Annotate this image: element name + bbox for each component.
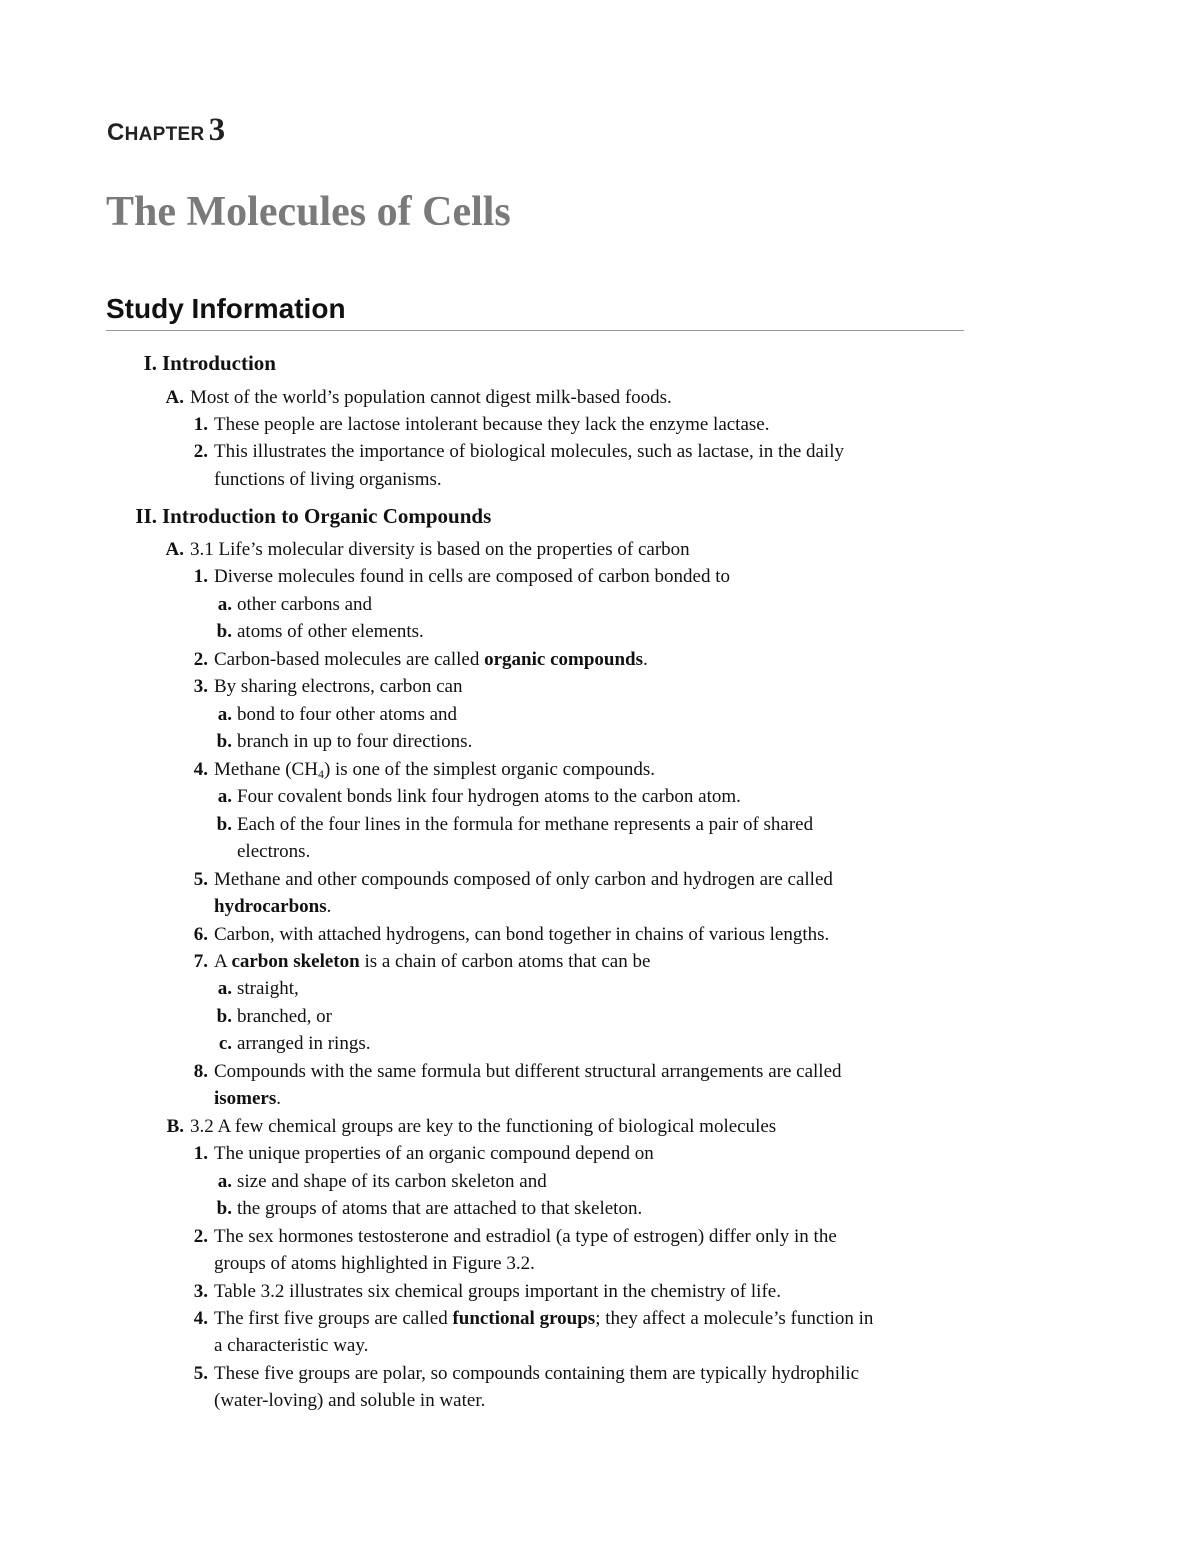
outline-label: a. [217, 594, 232, 615]
outline-text: ) is one of the simplest organic compounds. [323, 759, 655, 780]
outline-text: 3.2 A few chemical groups are key to the functioning of biological molecules [190, 1116, 777, 1137]
outline-label: 5. [193, 1363, 208, 1384]
outline-label: c. [218, 1033, 232, 1054]
outline-text: branch in up to four directions. [237, 731, 473, 752]
outline-text: Diverse molecules found in cells are composed of carbon bonded to [214, 566, 731, 587]
outline-label: 4. [193, 1308, 208, 1329]
outline-label: 7. [193, 951, 208, 972]
outline-text: Four covalent bonds link four hydrogen atoms to the carbon atom. [237, 786, 741, 807]
outline-text: This illustrates the importance of biological molecules, such as lactase, in the daily [214, 441, 844, 462]
outline-text-continued: electrons. [237, 841, 311, 862]
outline-label: b. [216, 1198, 232, 1219]
outline-label: b. [216, 1006, 232, 1027]
outline-text-continued: a characteristic way. [214, 1335, 369, 1356]
outline-text: Methane and other compounds composed of only carbon and hydrogen are called [214, 869, 833, 890]
outline-text: 3.1 Life’s molecular diversity is based on the properties of carbon [190, 539, 690, 560]
outline-heading-text: Introduction to Organic Compounds [162, 504, 492, 528]
outline-text: . [643, 649, 648, 670]
outline-label: A. [165, 539, 184, 560]
chapter-word-initial: C [107, 119, 125, 146]
chapter-word [107, 119, 205, 146]
outline-text: . [326, 896, 332, 917]
outline-text: Each of the four lines in the formula for methane represents a pair of shared [237, 814, 814, 835]
outline-label: B. [166, 1116, 184, 1137]
outline-text: ; they affect a molecule’s function in [595, 1308, 874, 1329]
outline-text-continued [214, 895, 331, 919]
outline-text: These people are lactose intolerant because they lack the enzyme lactase. [214, 414, 770, 435]
outline-label: 3. [193, 676, 208, 697]
outline-text: is a chain of carbon atoms that can be [359, 951, 651, 972]
section-divider [106, 330, 964, 331]
outline-text: Carbon-based molecules are called [214, 649, 485, 670]
outline-text-continued: groups of atoms highlighted in Figure 3.2. [214, 1253, 535, 1274]
outline-text-continued [214, 1087, 281, 1111]
outline-heading-text: Introduction [162, 351, 276, 375]
outline-label: 2. [193, 1226, 208, 1247]
key-term: carbon skeleton [231, 951, 360, 972]
outline-label: 5. [193, 869, 208, 890]
chapter-number: 3 [208, 112, 226, 148]
outline-label: 1. [193, 1143, 208, 1164]
outline-label: a. [217, 786, 232, 807]
outline-text: atoms of other elements. [237, 621, 424, 642]
outline-text: size and shape of its carbon skeleton and [237, 1171, 547, 1192]
outline-text-continued: (water-loving) and soluble in water. [214, 1390, 486, 1411]
outline-text: Most of the world’s population cannot digest milk-based foods. [190, 387, 672, 408]
outline-label: b. [216, 731, 232, 752]
outline-label: 2. [193, 649, 208, 670]
outline-label: 6. [193, 924, 208, 945]
outline-label: 1. [193, 566, 208, 587]
outline-label: b. [216, 814, 232, 835]
outline-text: The sex hormones testosterone and estradiol (a type of estrogen) differ only in the [214, 1226, 837, 1247]
outline-label: 4. [193, 759, 208, 780]
outline-label: a. [217, 1171, 232, 1192]
outline-text: . [276, 1088, 282, 1109]
chapter-title: The Molecules of Cells [106, 189, 511, 235]
outline-text: Methane (CH [214, 759, 318, 780]
outline-text: A [214, 951, 232, 972]
outline-text: the groups of atoms that are attached to that skeleton. [237, 1198, 643, 1219]
outline-text: branched, or [237, 1006, 332, 1027]
outline-label: A. [165, 387, 184, 408]
outline-text-continued: functions of living organisms. [214, 469, 442, 490]
outline-text: Carbon, with attached hydrogens, can bond together in chains of various lengths. [214, 924, 830, 945]
outline-text: other carbons and [237, 594, 373, 615]
outline-label: 8. [193, 1061, 208, 1082]
outline-label: 1. [193, 414, 208, 435]
outline-text: The first five groups are called [214, 1308, 453, 1329]
outline-label: a. [217, 978, 232, 999]
outline-text: straight, [237, 978, 299, 999]
outline-label: 2. [193, 441, 208, 462]
key-term: hydrocarbons [214, 896, 327, 917]
outline-label: a. [217, 704, 232, 725]
formula-subscript: 4 [317, 767, 324, 781]
outline-label: 3. [193, 1281, 208, 1302]
outline-text: The unique properties of an organic compound depend on [214, 1143, 654, 1164]
chapter-word-rest: HAPTER [124, 124, 205, 145]
outline-numeral: II. [135, 504, 157, 528]
outline-text: These five groups are polar, so compounds containing them are typically hydrophilic [214, 1363, 860, 1384]
key-term: organic compounds [484, 649, 643, 670]
outline-text: Compounds with the same formula but different structural arrangements are called [214, 1061, 842, 1082]
outline-numeral: I. [143, 351, 157, 375]
outline-text: arranged in rings. [237, 1033, 371, 1054]
outline-text: By sharing electrons, carbon can [214, 676, 463, 697]
outline-text: bond to four other atoms and [237, 704, 458, 725]
chapter-label [107, 112, 225, 149]
outline-label: b. [216, 621, 232, 642]
key-term: isomers [214, 1088, 277, 1109]
section-heading: Study Information [106, 293, 346, 324]
key-term: functional groups [452, 1308, 596, 1329]
outline-text: Table 3.2 illustrates six chemical groups important in the chemistry of life. [214, 1281, 781, 1302]
